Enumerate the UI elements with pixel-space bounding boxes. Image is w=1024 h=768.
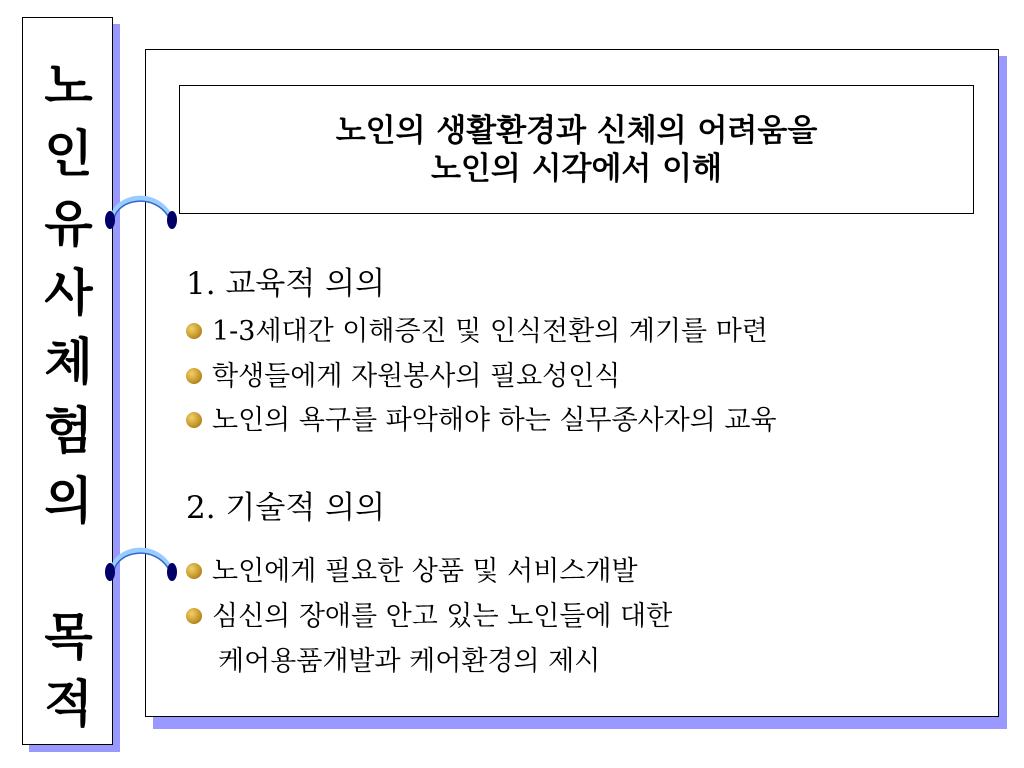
binder-ring-icon (100, 188, 182, 234)
list-item (186, 600, 672, 634)
bullet-icon (186, 608, 202, 624)
main-title-line-1: 노인의 생활환경과 신체의 어려움을 (335, 112, 818, 149)
section-heading-technical: 2. 기술적 의의 (186, 490, 386, 526)
side-title-char: 체 (44, 333, 93, 391)
bullet-icon (186, 323, 202, 339)
list-item-text: 1-3세대간 이해증진 및 인식전환의 계기를 마련 (212, 316, 768, 347)
list-item-continuation: 케어용품개발과 케어환경의 제시 (218, 646, 601, 677)
section-heading-education: 1. 교육적 의의 (186, 266, 386, 302)
side-title-char: 사 (44, 264, 93, 322)
side-title-char: 의 (44, 472, 93, 530)
list-item (186, 555, 638, 589)
list-item (186, 360, 620, 394)
list-item (186, 404, 777, 438)
side-title-char: 적 (44, 675, 93, 733)
list-item (186, 315, 768, 349)
main-title-box (179, 85, 974, 214)
list-item-text: 심신의 장애를 안고 있는 노인들에 대한 (212, 601, 673, 632)
side-title-char: 험 (44, 402, 93, 460)
list-item-text: 노인에게 필요한 상품 및 서비스개발 (212, 556, 638, 587)
side-title-char: 노 (44, 57, 93, 115)
side-title-panel (22, 17, 113, 745)
bullet-icon (186, 412, 202, 428)
bullet-icon (186, 368, 202, 384)
list-item-text: 학생들에게 자원봉사의 필요성인식 (212, 361, 621, 392)
side-title-char: 인 (44, 125, 93, 183)
bullet-icon (186, 563, 202, 579)
side-title-char: 목 (44, 608, 93, 666)
side-title-char: 유 (44, 195, 93, 253)
main-title-line-2: 노인의 시각에서 이해 (430, 150, 723, 187)
list-item-text: 노인의 욕구를 파악해야 하는 실무종사자의 교육 (212, 405, 777, 436)
binder-ring-icon (100, 540, 182, 586)
